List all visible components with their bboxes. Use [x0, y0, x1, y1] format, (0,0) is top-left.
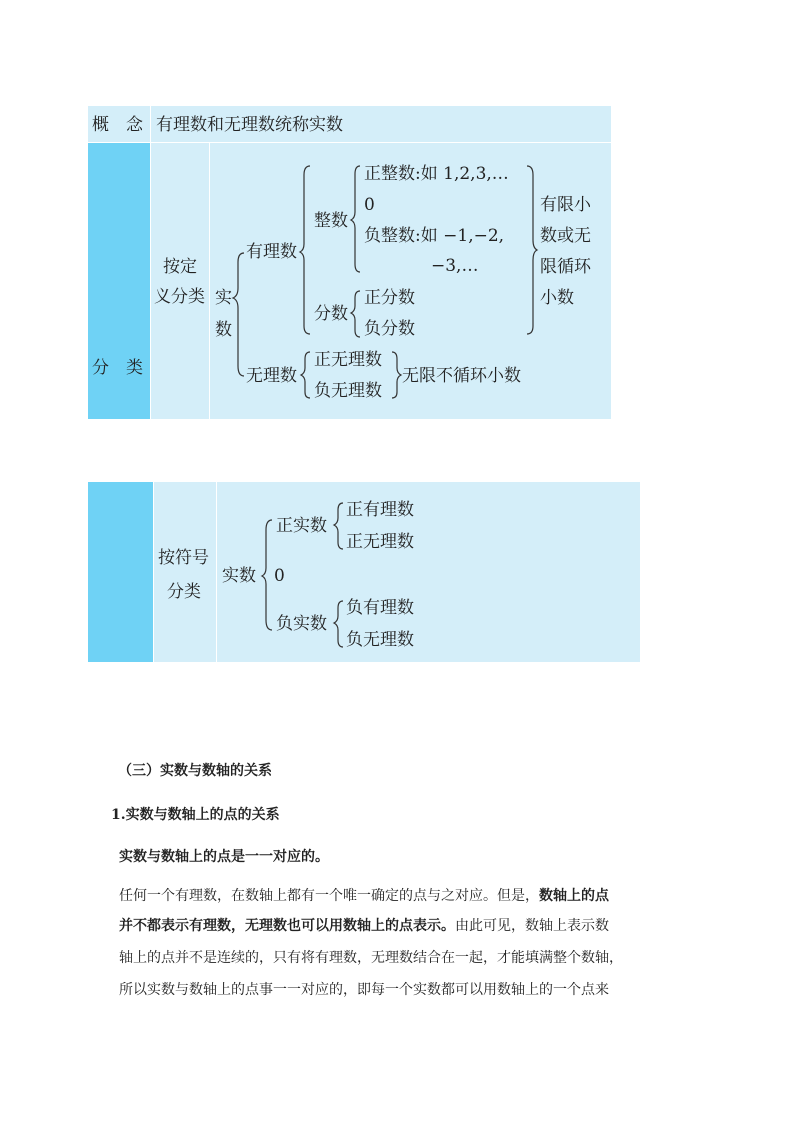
negative-integer-item-cont: −3,…	[431, 256, 479, 276]
real-number-brace	[233, 253, 244, 376]
negative-fraction-item: 负分数	[364, 319, 415, 339]
zero-label: 0	[274, 566, 285, 586]
positive-real-label: 正实数	[276, 516, 327, 536]
fraction-label: 分数	[314, 304, 348, 324]
concept-text: 有理数和无理数统称实数	[156, 115, 343, 135]
negative-irrational-item: 负无理数	[346, 630, 414, 650]
non-repeating-decimal-label: 无限不循环小数	[402, 366, 521, 386]
finite-decimal-line3: 限循环	[540, 257, 591, 277]
real-number-char2: 数	[215, 320, 232, 340]
zero-item: 0	[364, 195, 375, 215]
concept-label: 概 念	[92, 115, 143, 135]
finite-decimal-line2: 数或无	[540, 226, 591, 246]
negative-real-brace	[334, 601, 343, 647]
positive-fraction-item: 正分数	[364, 288, 415, 308]
paragraph-line-2: 并不都表示有理数，无理数也可以用数轴上的点表示。由此可见，数轴上表示数	[119, 918, 609, 934]
positive-real-brace	[334, 503, 343, 549]
negative-rational-item: 负有理数	[346, 598, 414, 618]
irrational-closing-brace	[392, 352, 401, 398]
class-label: 分 类	[92, 358, 143, 378]
key-statement: 实数与数轴上的点是一一对应的。	[119, 849, 329, 865]
finite-decimal-line4: 小数	[540, 288, 574, 308]
integer-brace	[351, 166, 360, 272]
negative-real-label: 负实数	[276, 614, 327, 634]
section-heading: （三）实数与数轴的关系	[118, 763, 272, 779]
rational-label: 有理数	[246, 242, 297, 262]
fraction-brace	[351, 291, 360, 337]
paragraph-line-1: 任何一个有理数，在数轴上都有一个唯一确定的点与之对应。但是，数轴上的点	[119, 888, 609, 904]
by-sign-line1: 按符号	[158, 548, 209, 568]
irrational-label: 无理数	[246, 366, 297, 386]
negative-irrational-item: 负无理数	[314, 381, 382, 401]
positive-irrational-item: 正无理数	[346, 532, 414, 552]
finite-decimal-line1: 有限小	[540, 195, 591, 215]
real-number-char1: 实	[215, 288, 232, 308]
sign-real-brace	[262, 520, 272, 630]
paragraph-line-3: 轴上的点并不是连续的，只有将有理数，无理数结合在一起，才能填满整个数轴，	[119, 950, 623, 966]
paragraph-line-4: 所以实数与数轴上的点事一一对应的，即每一个实数都可以用数轴上的一个点来	[119, 982, 609, 998]
sub-heading: 1.实数与数轴上的点的关系	[111, 807, 280, 823]
by-definition-line1: 按定	[163, 257, 197, 277]
positive-irrational-item: 正无理数	[314, 350, 382, 370]
by-sign-line2: 分类	[167, 582, 201, 602]
finite-decimal-brace	[527, 166, 537, 334]
positive-rational-item: 正有理数	[346, 500, 414, 520]
irrational-brace	[301, 352, 310, 398]
integer-label: 整数	[314, 211, 348, 231]
rational-brace	[300, 166, 310, 334]
positive-integer-item: 正整数:如 1,2,3,…	[364, 164, 509, 184]
real-number-label: 实数	[222, 566, 256, 586]
negative-integer-item: 负整数:如 −1,−2,	[364, 226, 505, 246]
by-definition-line2: 义分类	[154, 287, 205, 307]
